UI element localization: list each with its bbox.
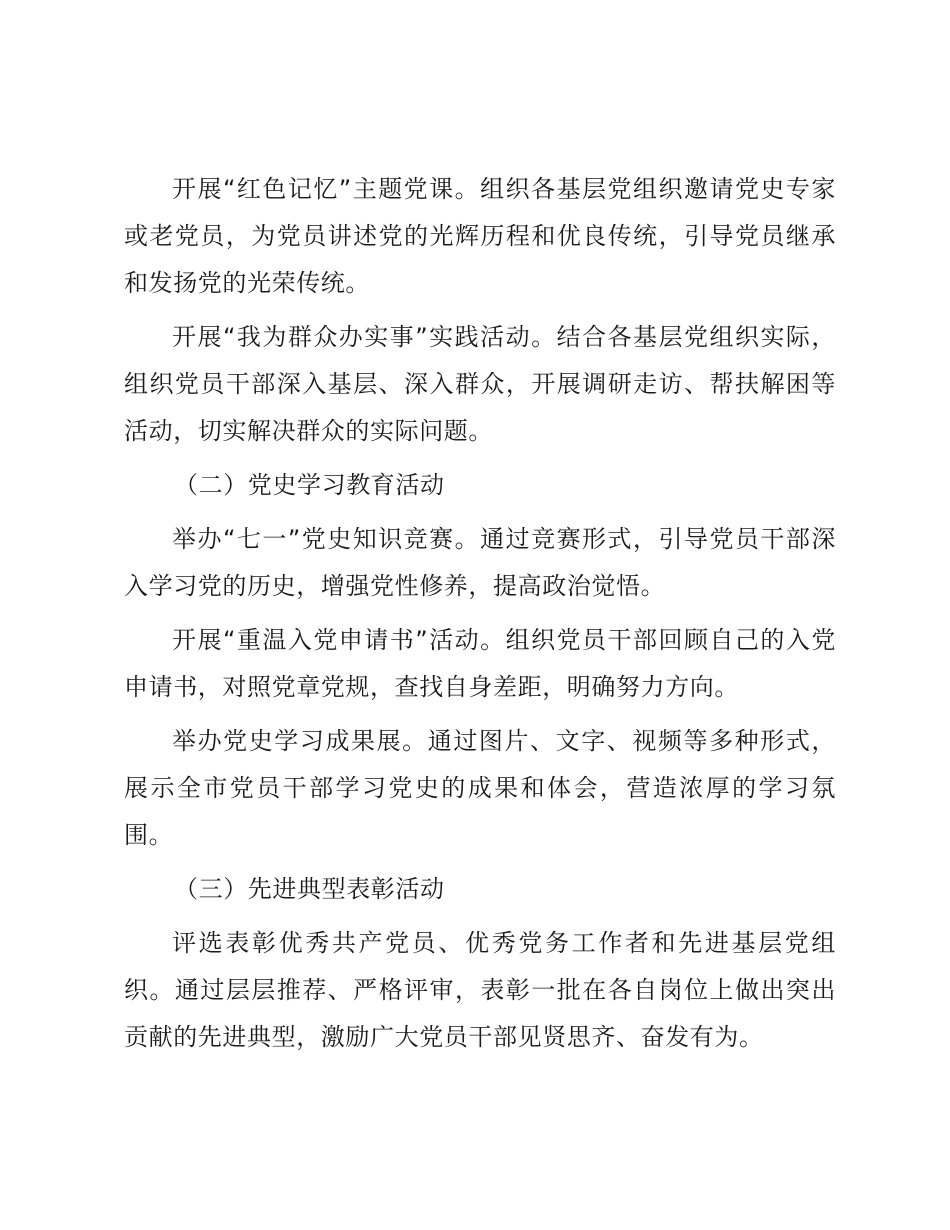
section-heading-commendation: （三）先进典型表彰活动 (174, 875, 445, 903)
paragraph-learning-exhibition: 举办党史学习成果展。通过图片、文字、视频等多种形式，展示全市党员干部学习党史的成果和体会，营造浓厚的学习氛围。 (124, 727, 836, 849)
paragraph-knowledge-contest: 举办“七一”党史知识竞赛。通过竞赛形式，引导党员干部深入学习党的历史，增强党性修养，提高政治觉悟。 (124, 525, 836, 600)
paragraph-commendation-selection: 评选表彰优秀共产党员、优秀党务工作者和先进基层党组织。通过层层推荐、严格评审，表彰一批在各自岗位上做出突出贡献的先进典型，激励广大党员干部见贤思齐、奋发有为。 (124, 929, 836, 1051)
paragraph-application-review-activity: 开展“重温入党申请书”活动。组织党员干部回顾自己的入党申请书，对照党章党规，查找自身差距，明确努力方向。 (124, 626, 836, 701)
section-heading-party-history-education: （二）党史学习教育活动 (174, 471, 445, 499)
paragraph-red-memory-lecture: 开展“红色记忆”主题党课。组织各基层党组织邀请党史专家或老党员，为党员讲述党的光辉历程和优良传统，引导党员继承和发扬党的光荣传统。 (124, 175, 836, 297)
paragraph-practical-service-activity: 开展“我为群众办实事”实践活动。结合各基层党组织实际，组织党员干部深入基层、深入群众，开展调研走访、帮扶解困等活动，切实解决群众的实际问题。 (124, 323, 836, 445)
document-page (124, 166, 836, 1061)
